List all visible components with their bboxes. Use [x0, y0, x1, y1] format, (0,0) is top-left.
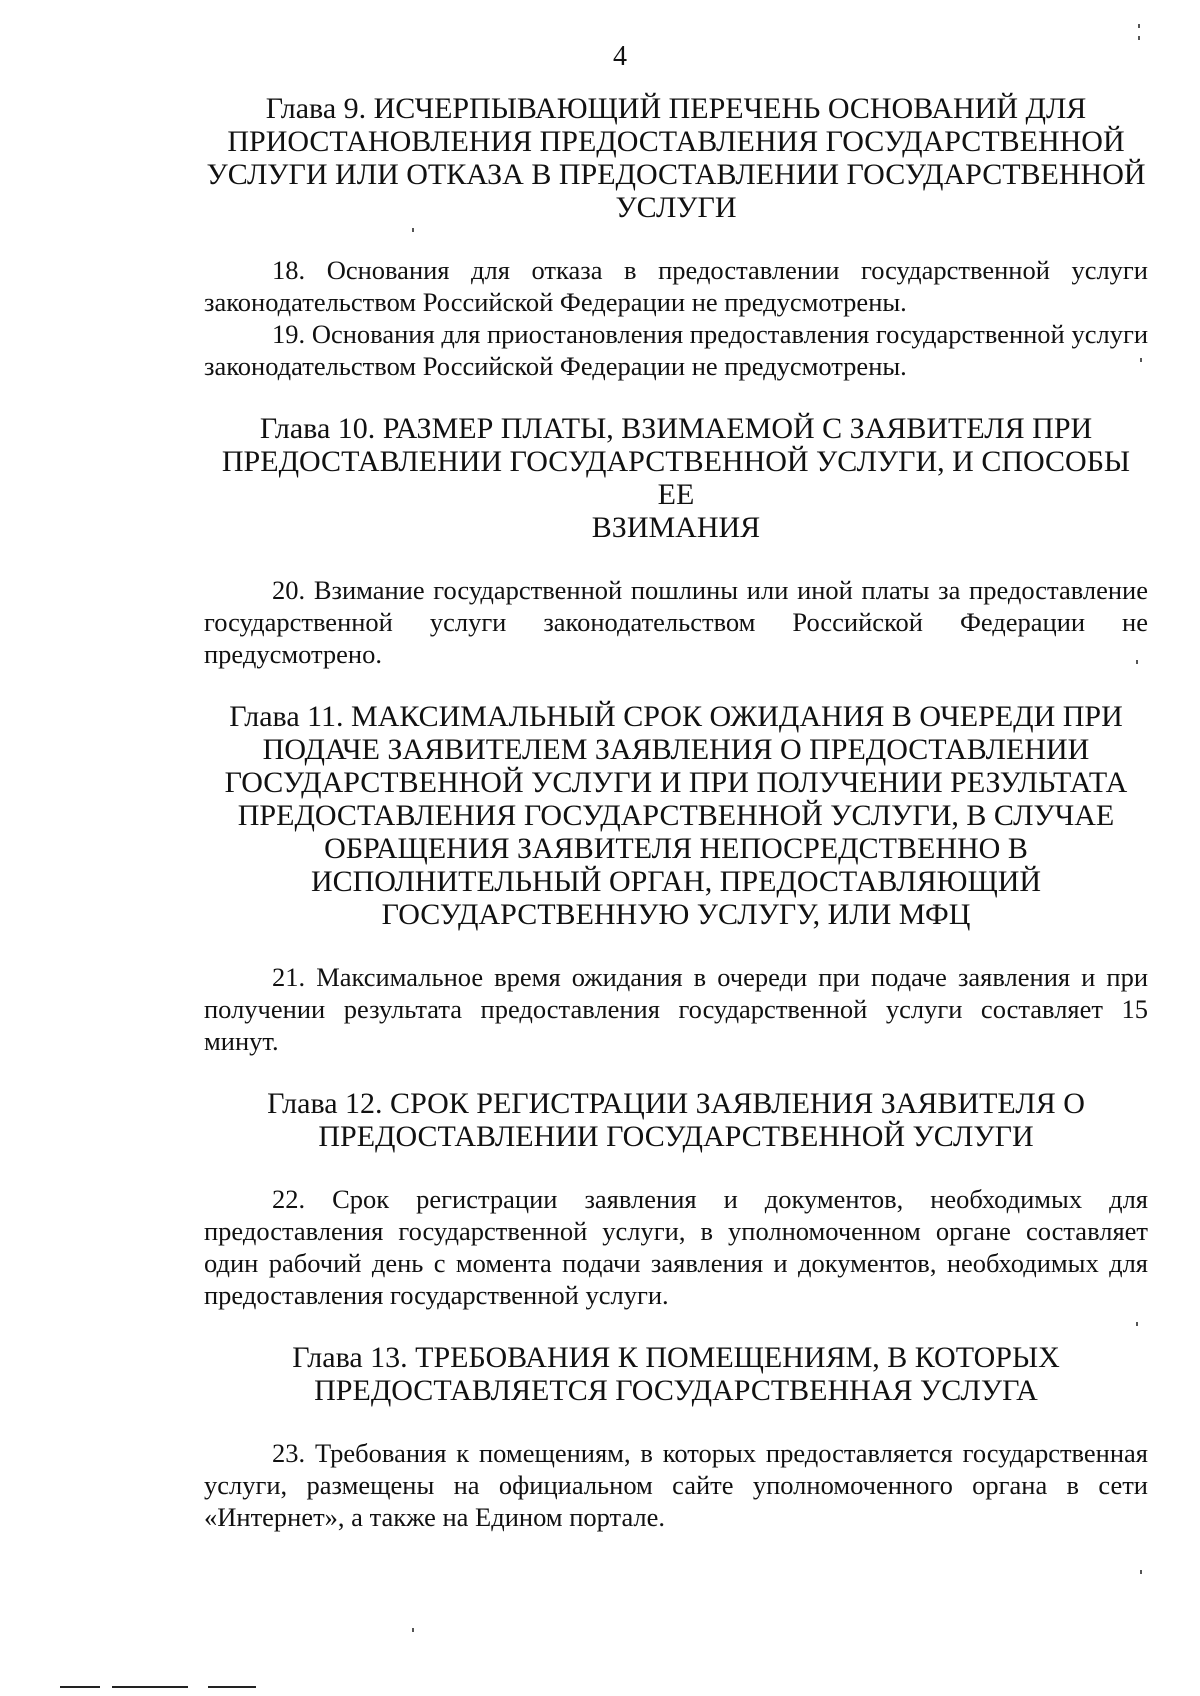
heading-line: ПОДАЧЕ ЗАЯВИТЕЛЕМ ЗАЯВЛЕНИЯ О ПРЕДОСТАВЛЕНИИ	[262, 733, 1090, 766]
heading-line: ИСПОЛНИТЕЛЬНЫЙ ОРГАН, ПРЕДОСТАВЛЯЮЩИЙ	[310, 865, 1042, 898]
chapter-10-section	[204, 412, 1148, 670]
scan-speck	[1136, 660, 1138, 664]
heading-line: ГОСУДАРСТВЕННУЮ УСЛУГУ, ИЛИ МФЦ	[381, 898, 971, 931]
heading-line: ПРИОСТАНОВЛЕНИЯ ПРЕДОСТАВЛЕНИЯ ГОСУДАРСТВЕННОЙ	[227, 125, 1125, 158]
scan-speck	[1138, 24, 1140, 28]
chapter-12-heading	[204, 1087, 1148, 1153]
scan-speck	[1136, 1322, 1138, 1326]
scan-speck	[412, 1628, 414, 1632]
paragraph-19: 19. Основания для приостановления предоставления государственной услуги законодательством Российской Федерации не предусмотрены.	[204, 319, 1148, 381]
heading-line: Глава 11. МАКСИМАЛЬНЫЙ СРОК ОЖИДАНИЯ В ОЧЕРЕДИ ПРИ	[229, 700, 1123, 733]
scan-edge-line	[112, 1686, 188, 1688]
paragraph-22: 22. Срок регистрации заявления и документов, необходимых для предоставления государственной услуги, в уполномоченном органе составляет один рабочий день с момента подачи заявления и документов, необходимых для предоставления государственной услуги.	[204, 1184, 1148, 1310]
chapter-12-section	[204, 1087, 1148, 1311]
heading-line: ПРЕДОСТАВЛЯЕТСЯ ГОСУДАРСТВЕННАЯ УСЛУГА	[314, 1374, 1038, 1407]
page-number: 4	[613, 41, 627, 72]
chapter-11-heading	[204, 700, 1148, 931]
chapter-11-section	[204, 700, 1148, 1057]
chapter-9-section	[204, 92, 1148, 382]
paragraph-23: 23. Требования к помещениям, в которых предоставляется государственная услуги, размещены на официальном сайте уполномоченного органа в сети «Интернет», а также на Едином портале.	[204, 1438, 1148, 1532]
chapter-9-heading	[204, 92, 1148, 224]
heading-line: УСЛУГИ	[615, 191, 737, 224]
scan-edge-line	[208, 1686, 256, 1688]
document-body	[204, 92, 1148, 1533]
scan-speck	[1140, 1570, 1142, 1574]
heading-line: ВЗИМАНИЯ	[591, 511, 761, 544]
heading-line: ГОСУДАРСТВЕННОЙ УСЛУГИ И ПРИ ПОЛУЧЕНИИ РЕЗУЛЬТАТА	[224, 766, 1128, 799]
heading-line: ОБРАЩЕНИЯ ЗАЯВИТЕЛЯ НЕПОСРЕДСТВЕННО В	[324, 832, 1028, 865]
scan-edge-line	[60, 1686, 100, 1688]
scan-speck	[1140, 358, 1142, 362]
chapter-13-section	[204, 1341, 1148, 1533]
heading-line: Глава 10. РАЗМЕР ПЛАТЫ, ВЗИМАЕМОЙ С ЗАЯВИТЕЛЯ ПРИ	[259, 412, 1093, 445]
paragraph-21: 21. Максимальное время ожидания в очереди при подаче заявления и при получении результата предоставления государственной услуги составляет 15 минут.	[204, 962, 1148, 1056]
scan-speck	[412, 228, 414, 232]
chapter-10-heading	[204, 412, 1148, 544]
heading-line: ПРЕДОСТАВЛЕНИИ ГОСУДАРСТВЕННОЙ УСЛУГИ, И СПОСОБЫ ЕЕ	[221, 445, 1131, 511]
paragraph-18: 18. Основания для отказа в предоставлении государственной услуги законодательством Российской Федерации не предусмотрены.	[204, 255, 1148, 317]
paragraph-20: 20. Взимание государственной пошлины или иной платы за предоставление государственной услуги законодательством Российской Федерации не предусмотрено.	[204, 575, 1148, 669]
heading-line: Глава 9. ИСЧЕРПЫВАЮЩИЙ ПЕРЕЧЕНЬ ОСНОВАНИЙ ДЛЯ	[265, 92, 1087, 125]
heading-line: ПРЕДОСТАВЛЕНИИ ГОСУДАРСТВЕННОЙ УСЛУГИ	[318, 1120, 1034, 1153]
heading-line: Глава 13. ТРЕБОВАНИЯ К ПОМЕЩЕНИЯМ, В КОТОРЫХ	[292, 1341, 1060, 1374]
chapter-13-heading	[204, 1341, 1148, 1407]
scan-speck	[1138, 36, 1140, 40]
heading-line: ПРЕДОСТАВЛЕНИЯ ГОСУДАРСТВЕННОЙ УСЛУГИ, В СЛУЧАЕ	[237, 799, 1115, 832]
heading-line: Глава 12. СРОК РЕГИСТРАЦИИ ЗАЯВЛЕНИЯ ЗАЯВИТЕЛЯ О	[267, 1087, 1085, 1120]
heading-line: УСЛУГИ ИЛИ ОТКАЗА В ПРЕДОСТАВЛЕНИИ ГОСУДАРСТВЕННОЙ	[206, 158, 1146, 191]
